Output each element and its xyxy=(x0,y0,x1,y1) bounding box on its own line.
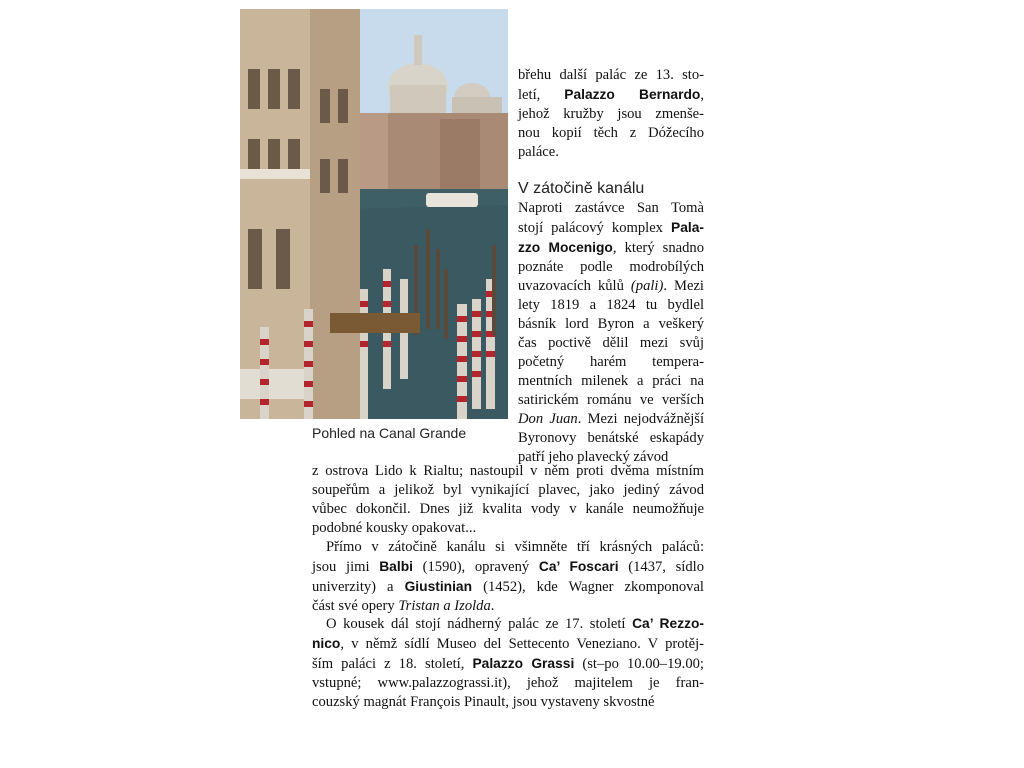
text-run: uvazovacích kůlů xyxy=(518,278,631,294)
text-run: početný harém tempera- xyxy=(518,354,704,370)
paragraph-palazzo-mocenigo xyxy=(518,199,704,467)
text-run: , xyxy=(700,87,704,103)
italic-title: Tristan a Izolda xyxy=(398,598,491,614)
text-line xyxy=(518,429,704,448)
text-line xyxy=(312,500,704,519)
text-run: Naproti zastávce San Tomà xyxy=(518,200,704,216)
text-run: . Mezi nejodvážnější xyxy=(577,411,705,427)
text-line xyxy=(312,634,704,654)
bold-place-name: Ca’ Foscari xyxy=(538,559,619,574)
text-line xyxy=(518,66,704,85)
text-run: mentních milenek a práci na xyxy=(518,373,704,389)
text-run: patří jeho plavecký závod xyxy=(518,449,669,465)
text-line xyxy=(518,258,704,277)
text-line xyxy=(518,218,704,238)
paragraph-three-palaces xyxy=(312,538,704,616)
text-line xyxy=(312,654,704,674)
italic-title: Don Juan xyxy=(518,411,578,427)
text-line xyxy=(518,199,704,218)
photo-caption: Pohled na Canal Grande xyxy=(312,425,467,441)
text-run: jehož kružby jsou zmenše- xyxy=(518,106,704,122)
bold-place-name: Palazzo Grassi xyxy=(472,656,575,671)
bold-place-name: zzo Mocenigo xyxy=(518,240,613,255)
canal-grande-illustration xyxy=(240,9,508,419)
bold-place-name: Balbi xyxy=(379,559,413,574)
text-line xyxy=(312,614,704,634)
paragraph-ca-rezzonico xyxy=(312,614,704,712)
text-line xyxy=(312,577,704,597)
text-run: soupeřům a jelikož byl vynikající plavec, jako jediný závod xyxy=(312,482,704,498)
text-line xyxy=(312,481,704,500)
text-line xyxy=(312,462,704,481)
text-run: ším paláci z 18. století, xyxy=(312,656,473,672)
text-run: vstupné; www.palazzograssi.it), jehož majitelem je fran- xyxy=(312,675,704,691)
text-run: podobné kousky opakovat... xyxy=(312,520,477,536)
bold-place-name: Giustinian xyxy=(404,579,473,594)
text-line xyxy=(518,391,704,410)
bold-place-name: nico xyxy=(312,636,341,651)
text-run: stojí palácový komplex xyxy=(518,220,672,236)
text-run: . xyxy=(490,598,495,614)
text-run: lety 1819 a 1824 tu bydlel xyxy=(518,297,704,313)
text-line xyxy=(312,557,704,577)
text-line xyxy=(518,124,704,143)
text-run: vůbec dokončil. Dnes již kvalita vody v kanále neumožňuje xyxy=(312,501,704,517)
canal-grande-photo xyxy=(240,9,508,419)
text-run: z ostrova Lido k Rialtu; nastoupil v něm proti dvěma místním xyxy=(312,463,704,479)
text-run: Byronovy benátské eskapády xyxy=(518,430,704,446)
text-run: část své opery xyxy=(312,598,399,614)
section-heading: V zátočině kanálu xyxy=(518,180,645,197)
text-run: jsou jimi xyxy=(312,559,380,575)
text-line xyxy=(312,674,704,693)
bold-place-name: Ca’ Rezzo- xyxy=(632,616,705,631)
text-line xyxy=(518,410,704,429)
text-run: . Mezi xyxy=(663,278,704,294)
text-run: univerzity) a xyxy=(312,579,405,595)
text-run: Přímo v zátočině kanálu si všimněte tří krásných paláců: xyxy=(326,539,704,555)
text-line xyxy=(518,353,704,372)
text-line xyxy=(518,85,704,105)
text-run: poznáte podle modrobílých xyxy=(518,259,704,275)
text-run: O kousek dál stojí nádherný palác ze 17. století xyxy=(326,616,633,632)
text-line xyxy=(312,519,704,538)
text-run: nou kopií těch z Dóžecího xyxy=(518,125,704,141)
text-run: čas poctivě dělil mezi svůj xyxy=(518,335,704,351)
text-run: (st–po 10.00–19.00; xyxy=(574,656,704,672)
text-line xyxy=(518,238,704,258)
text-run: (1437, sídlo xyxy=(618,559,704,575)
text-run: letí, xyxy=(518,87,565,103)
text-line xyxy=(518,105,704,124)
text-run: (1590), opravený xyxy=(412,559,539,575)
bold-place-name: Palazzo Bernardo xyxy=(564,87,701,102)
paragraph-byron-swim xyxy=(312,462,704,538)
text-line xyxy=(312,693,704,712)
text-line xyxy=(518,334,704,353)
text-line xyxy=(518,143,704,162)
text-line xyxy=(518,296,704,315)
text-run: paláce. xyxy=(518,144,559,160)
paragraph-palazzo-bernardo xyxy=(518,66,704,162)
text-line xyxy=(312,538,704,557)
bold-place-name: Pala- xyxy=(671,220,704,235)
text-line xyxy=(518,372,704,391)
text-run: břehu další palác ze 13. sto- xyxy=(518,67,704,83)
text-line xyxy=(518,315,704,334)
text-run: , který snadno xyxy=(612,240,704,256)
text-run: , v němž sídlí Museo del Settecento Veneziano. V protěj- xyxy=(340,636,704,652)
text-run: couzský magnát François Pinault, jsou vystaveny skvostné xyxy=(312,694,655,710)
text-run: (1452), kde Wagner zkomponoval xyxy=(472,579,704,595)
text-run: básník lord Byron a veškerý xyxy=(518,316,704,332)
italic-title: (pali) xyxy=(630,278,664,294)
text-run: satirickém románu ve verších xyxy=(518,392,704,408)
text-line xyxy=(518,277,704,296)
